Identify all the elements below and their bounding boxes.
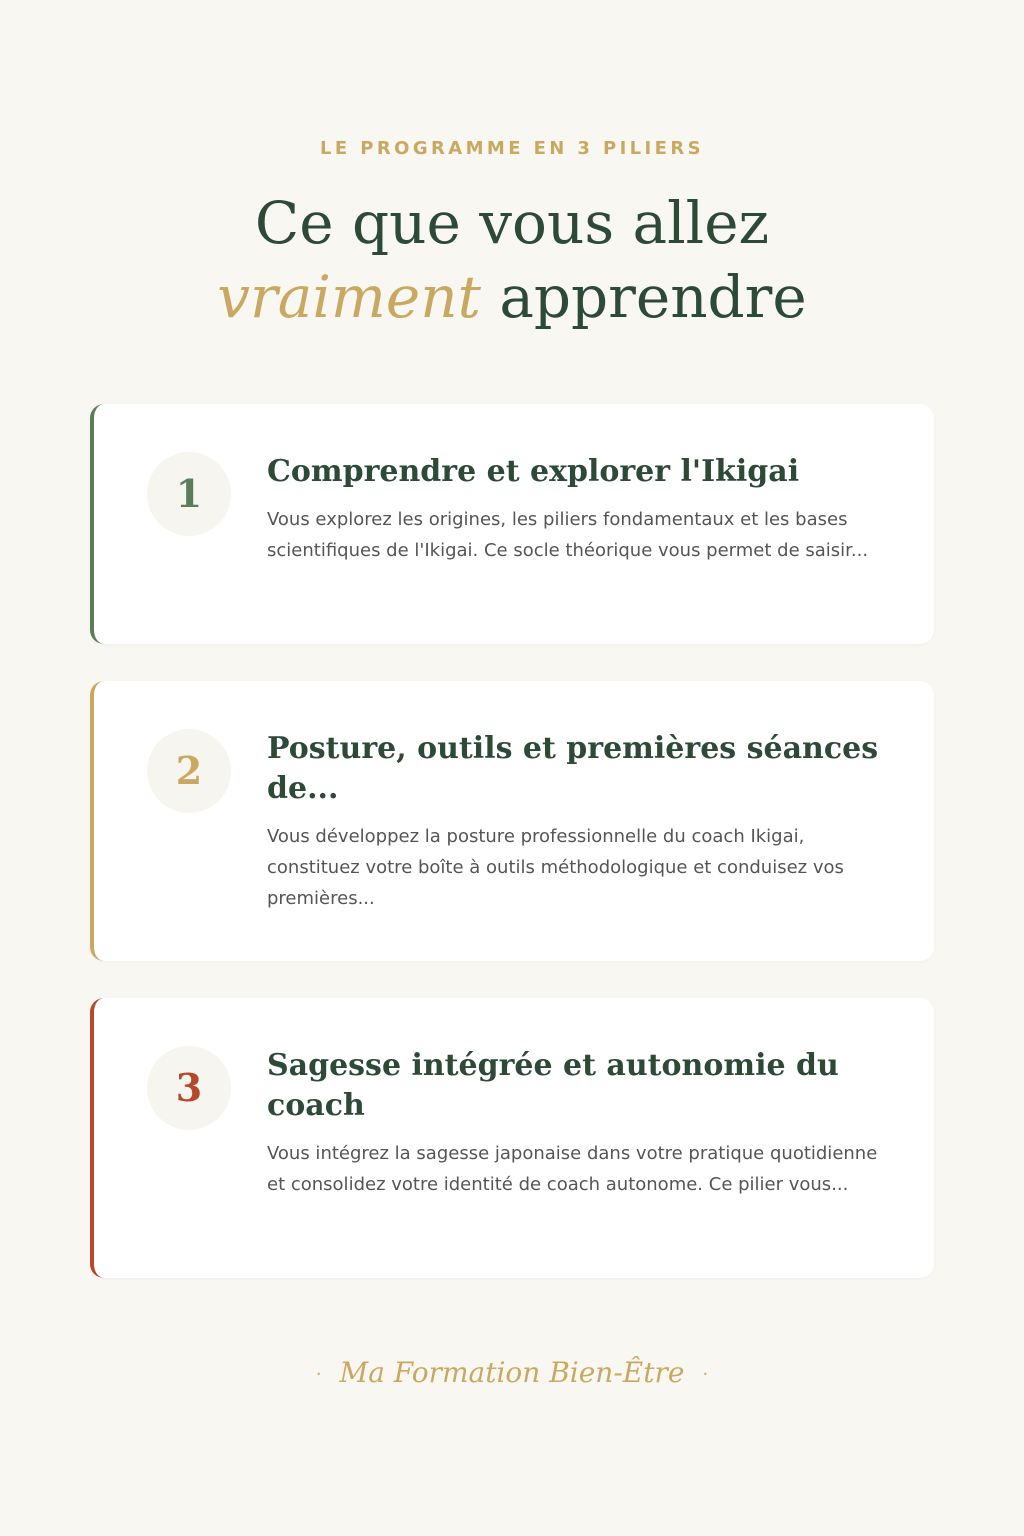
brand-name: Ma Formation Bien-Être bbox=[339, 1356, 685, 1389]
pillar-title: Posture, outils et premières séances de... bbox=[267, 731, 879, 806]
page-title bbox=[0, 186, 1024, 334]
pillar-number-badge: 1 bbox=[147, 452, 231, 536]
pillar-card-1 bbox=[90, 404, 934, 644]
footer-dot-left: · bbox=[315, 1364, 322, 1385]
pillar-description: Vous explorez les origines, les piliers fondamentaux et les bases scientifiques de l'Ikigai. Ce socle théorique vous permet de saisir... bbox=[267, 509, 869, 561]
pillar-number-badge: 3 bbox=[147, 1046, 231, 1130]
pillar-number-badge: 2 bbox=[147, 729, 231, 813]
pillar-description: Vous intégrez la sagesse japonaise dans votre pratique quotidienne et consolidez votre identité de coach autonome. Ce pilier vous... bbox=[267, 1143, 878, 1195]
pillar-content bbox=[267, 729, 887, 914]
pillar-content bbox=[267, 452, 887, 566]
footer-dot-right: · bbox=[702, 1364, 709, 1385]
title-line-1: Ce que vous allez bbox=[254, 189, 770, 257]
footer-brand bbox=[0, 1356, 1024, 1389]
pillar-card-2 bbox=[90, 681, 934, 961]
title-line-2: apprendre bbox=[499, 263, 807, 331]
section-eyebrow: LE PROGRAMME EN 3 PILIERS bbox=[320, 138, 704, 159]
pillar-title: Sagesse intégrée et autonomie du coach bbox=[267, 1048, 839, 1123]
pillar-content bbox=[267, 1046, 887, 1200]
pillar-title: Comprendre et explorer l'Ikigai bbox=[267, 454, 800, 489]
pillar-card-3 bbox=[90, 998, 934, 1278]
title-accent-word: vraiment bbox=[217, 263, 481, 331]
pillar-description: Vous développez la posture professionnelle du coach Ikigai, constituez votre boîte à outils méthodologique et conduisez vos premières... bbox=[267, 826, 844, 909]
